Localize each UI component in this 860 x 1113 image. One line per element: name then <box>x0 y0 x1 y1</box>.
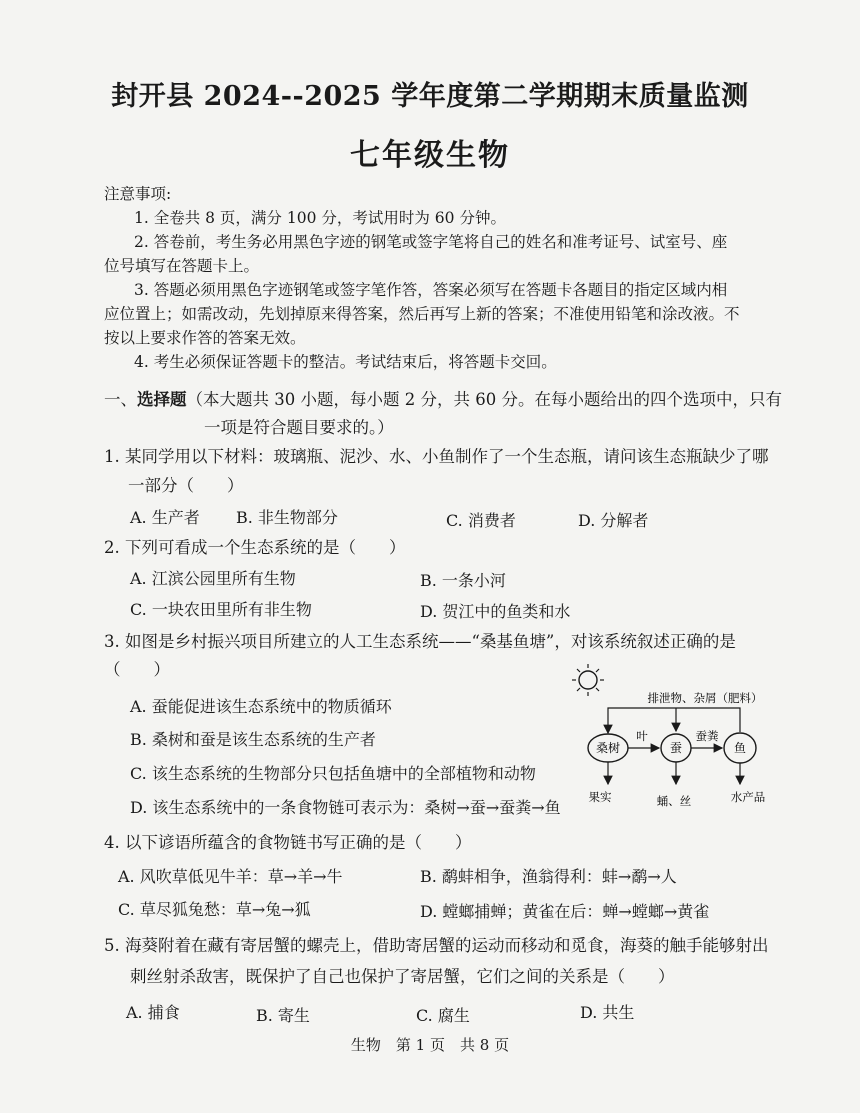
q3-stem-line2: （ ） <box>104 660 170 679</box>
q2-option-a: A. 江滨公园里所有生物 <box>130 569 296 588</box>
output-pupa-silk: 蛹、丝 <box>656 794 692 808</box>
node-silkworm-label: 蚕 <box>669 741 683 755</box>
q3-option-c: C. 该生态系统的生物部分只包括鱼塘中的全部植物和动物 <box>130 764 536 783</box>
q1-stem-line1: 1. 某同学用以下材料：玻璃瓶、泥沙、水、小鱼制作了一个生态瓶，请问该生态瓶缺少了哪 <box>104 447 769 466</box>
q1-option-a: A. 生产者 <box>130 508 200 527</box>
q2-stem: 2. 下列可看成一个生态系统的是（ ） <box>104 538 406 557</box>
mulberry-fishpond-diagram <box>570 660 780 810</box>
section-heading <box>104 386 782 410</box>
note-3-line3: 按以上要求作答的答案无效。 <box>104 329 306 347</box>
page-footer: 生物 第 1 页 共 8 页 <box>350 1036 510 1054</box>
q3-stem-line1: 3. 如图是乡村振兴项目所建立的人工生态系统——“桑基鱼塘”，对该系统叙述正确的是 <box>104 632 736 651</box>
section-desc: （本大题共 30 小题，每小题 2 分，共 60 分。在每小题给出的四个选项中，只有 <box>186 390 782 409</box>
output-fruit: 果实 <box>588 790 612 804</box>
note-2-line2: 位号填写在答题卡上。 <box>104 257 260 275</box>
note-4: 4. 考生必须保证答题卡的整洁。考试结束后，将答题卡交回。 <box>134 353 557 371</box>
q3-option-d: D. 该生态系统中的一条食物链可表示为：桑树→蚕→蚕粪→鱼 <box>130 798 561 817</box>
q2-option-b: B. 一条小河 <box>420 571 506 590</box>
notes-heading: 注意事项: <box>104 185 172 203</box>
q5-option-d: D. 共生 <box>580 1003 635 1022</box>
note-3-line2: 应位置上；如需改动，先划掉原来得答案，然后再写上新的答案；不准使用铅笔和涂改液。不 <box>104 305 740 323</box>
q5-option-b: B. 寄生 <box>256 1006 310 1025</box>
diagram-top-label: 排泄物、杂屑（肥料） <box>647 691 763 705</box>
q1-option-c: C. 消费者 <box>446 511 516 530</box>
q3-option-b: B. 桑树和蚕是该生态系统的生产者 <box>130 730 376 749</box>
note-3-line1: 3. 答题必须用黑色字迹钢笔或签字笔作答，答案必须写在答题卡各题目的指定区域内相 <box>134 281 728 299</box>
q1-option-b: B. 非生物部分 <box>236 508 338 527</box>
output-aquatic: 水产品 <box>730 790 766 804</box>
q1-option-d: D. 分解者 <box>578 511 649 530</box>
sun-icon <box>572 664 604 696</box>
q4-option-c: C. 草尽狐兔愁：草→兔→狐 <box>118 900 311 919</box>
exam-title: 封开县 2024--2025 学年度第二学期期末质量监测 <box>111 81 749 112</box>
exam-subtitle: 七年级生物 <box>350 138 510 173</box>
q3-option-a: A. 蚕能促进该生态系统中的物质循环 <box>130 697 392 716</box>
q5-option-a: A. 捕食 <box>126 1003 180 1022</box>
edge-droppings-label: 蚕粪 <box>695 729 719 743</box>
section-label: 一、 <box>104 390 137 409</box>
q1-stem-line2: 一部分（ ） <box>128 476 244 495</box>
note-1: 1. 全卷共 8 页，满分 100 分，考试用时为 60 分钟。 <box>134 209 506 227</box>
node-mulberry-label: 桑树 <box>595 741 621 755</box>
q5-stem-line2: 刺丝射杀敌害，既保护了自己也保护了寄居蟹，它们之间的关系是（ ） <box>130 967 675 986</box>
note-2-line1: 2. 答卷前，考生务必用黑色字迹的钢笔或签字笔将自己的姓名和准考证号、试室号、座 <box>134 233 728 251</box>
q4-option-d: D. 螳螂捕蝉；黄雀在后：蝉→螳螂→黄雀 <box>420 902 710 921</box>
edge-leaf-label: 叶 <box>636 729 648 743</box>
q2-option-c: C. 一块农田里所有非生物 <box>130 600 312 619</box>
section-desc-2: 一项是符合题目要求的。） <box>204 418 394 437</box>
q4-option-a: A. 风吹草低见牛羊：草→羊→牛 <box>118 867 343 886</box>
q2-option-d: D. 贺江中的鱼类和水 <box>420 602 571 621</box>
node-fish-label: 鱼 <box>733 741 747 755</box>
q5-stem-line1: 5. 海葵附着在藏有寄居蟹的螺壳上，借助寄居蟹的运动而移动和觅食，海葵的触手能够射出 <box>104 936 769 955</box>
section-name: 选择题 <box>137 390 187 409</box>
q4-stem: 4. 以下谚语所蕴含的食物链书写正确的是（ ） <box>104 833 472 852</box>
q4-option-b: B. 鹬蚌相争，渔翁得利：蚌→鹬→人 <box>420 867 677 886</box>
q5-option-c: C. 腐生 <box>416 1006 470 1025</box>
